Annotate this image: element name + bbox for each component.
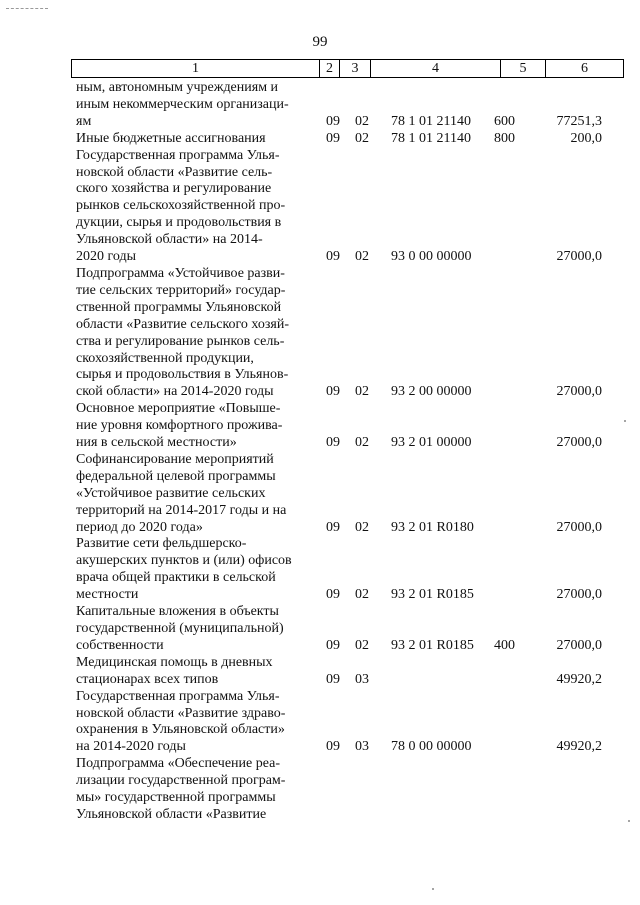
subsection-code: 03 [355, 739, 369, 755]
description-line: ства и регулирование рынков сель- [76, 333, 285, 349]
target-article-code: 93 2 01 00000 [391, 435, 472, 451]
table-row [0, 266, 640, 401]
description-line: ственной программы Ульяновской [76, 299, 282, 315]
target-article-code: 78 1 01 21140 [391, 113, 471, 129]
description-line: иным некоммерческим организаци- [76, 96, 289, 112]
description-line: Основное мероприятие «Повыше- [76, 401, 281, 417]
description-line: ской области» на 2014-2020 годы [76, 384, 274, 400]
subsection-code: 02 [355, 249, 369, 265]
header-col-3: 3 [340, 60, 371, 78]
row-description [76, 689, 316, 757]
header-col-5: 5 [501, 60, 546, 78]
table-row [0, 536, 640, 604]
row-description [76, 604, 316, 655]
amount: 77251,3 [556, 113, 602, 129]
description-line: скохозяйственной продукции, [76, 350, 254, 366]
subsection-code: 02 [355, 519, 369, 535]
subsection-code: 02 [355, 384, 369, 400]
description-line: ние уровня комфортного прожива- [76, 418, 283, 434]
amount: 27000,0 [556, 249, 602, 265]
table-row [0, 452, 640, 537]
description-line: новской области «Развитие сель- [76, 164, 273, 180]
description-line: Ульяновской области «Развитие [76, 806, 267, 822]
table-row [0, 655, 640, 689]
amount: 27000,0 [556, 637, 602, 653]
table-row [0, 80, 640, 131]
scan-artifact-dash [6, 8, 48, 9]
target-article-code: 93 2 01 R0180 [391, 519, 474, 535]
page-number: 99 [312, 34, 328, 50]
amount: 200,0 [570, 130, 602, 146]
subsection-code: 03 [355, 671, 369, 687]
description-line: территорий на 2014-2017 годы и на [76, 502, 287, 518]
row-description [76, 452, 316, 537]
subsection-code: 02 [355, 130, 369, 146]
description-line: Медицинская помощь в дневных [76, 654, 273, 670]
column-header-table [71, 59, 624, 78]
table-row [0, 604, 640, 655]
description-line: собственности [76, 637, 164, 653]
row-description [76, 131, 316, 148]
header-col-4: 4 [371, 60, 501, 78]
section-code: 09 [326, 519, 340, 535]
subsection-code: 02 [355, 637, 369, 653]
description-line: период до 2020 года» [76, 519, 203, 535]
description-line: ям [76, 113, 92, 129]
section-code: 09 [326, 671, 340, 687]
description-line: ния в сельской местности» [76, 435, 237, 451]
description-line: Государственная программа Улья- [76, 147, 280, 163]
header-row [72, 60, 624, 78]
description-line: врача общей практики в сельской [76, 570, 276, 586]
amount: 27000,0 [556, 435, 602, 451]
description-line: «Устойчивое развитие сельских [76, 485, 266, 501]
table-row [0, 148, 640, 266]
target-article-code: 93 2 01 R0185 [391, 587, 474, 603]
row-description [76, 536, 316, 604]
description-line: Капитальные вложения в объекты [76, 604, 279, 620]
description-line: дукции, сырья и продовольствия в [76, 215, 282, 231]
target-article-code: 78 1 01 21140 [391, 130, 471, 146]
row-description [76, 80, 316, 131]
table-row [0, 401, 640, 452]
amount: 49920,2 [556, 671, 602, 687]
description-line: местности [76, 587, 139, 603]
row-description [76, 401, 316, 452]
target-article-code: 93 2 01 R0185 [391, 637, 474, 653]
target-article-code: 93 0 00 00000 [391, 249, 472, 265]
amount: 27000,0 [556, 519, 602, 535]
description-line: 2020 годы [76, 249, 137, 265]
description-line: на 2014-2020 годы [76, 739, 186, 755]
description-line: стационарах всех типов [76, 671, 219, 687]
target-article-code: 93 2 00 00000 [391, 384, 472, 400]
row-description [76, 756, 316, 824]
section-code: 09 [326, 249, 340, 265]
description-line: рынков сельскохозяйственной про- [76, 198, 286, 214]
section-code: 09 [326, 739, 340, 755]
description-line: области «Развитие сельского хозяй- [76, 316, 290, 332]
description-line: ского хозяйства и регулирование [76, 181, 272, 197]
description-line: новской области «Развитие здраво- [76, 705, 286, 721]
description-line: ным, автономным учреждениям и [76, 80, 279, 95]
header-col-2: 2 [320, 60, 340, 78]
description-line: Государственная программа Улья- [76, 688, 280, 704]
description-line: Развитие сети фельдшерско- [76, 536, 247, 552]
row-description [76, 148, 316, 266]
description-line: Подпрограмма «Обеспечение реа- [76, 756, 281, 772]
header-col-6: 6 [546, 60, 624, 78]
table-row [0, 689, 640, 757]
table-row [0, 756, 640, 824]
subsection-code: 02 [355, 113, 369, 129]
description-line: Подпрограмма «Устойчивое разви- [76, 265, 285, 281]
row-description [76, 266, 316, 401]
expense-type-code: 800 [494, 130, 515, 146]
description-line: федеральной целевой программы [76, 468, 276, 484]
section-code: 09 [326, 130, 340, 146]
amount: 27000,0 [556, 587, 602, 603]
scan-speck [432, 888, 434, 890]
description-line: сырья и продовольствия в Ульянов- [76, 367, 289, 383]
expense-type-code: 400 [494, 637, 515, 653]
amount: 49920,2 [556, 739, 602, 755]
description-line: акушерских пунктов и (или) офисов [76, 553, 292, 569]
section-code: 09 [326, 113, 340, 129]
header-col-1: 1 [72, 60, 320, 78]
description-line: Софинансирование мероприятий [76, 451, 274, 467]
section-code: 09 [326, 384, 340, 400]
amount: 27000,0 [556, 384, 602, 400]
description-line: Иные бюджетные ассигнования [76, 130, 266, 146]
description-line: Ульяновской области» на 2014- [76, 232, 263, 248]
subsection-code: 02 [355, 587, 369, 603]
table-row [0, 131, 640, 148]
section-code: 09 [326, 637, 340, 653]
section-code: 09 [326, 587, 340, 603]
target-article-code: 78 0 00 00000 [391, 739, 472, 755]
description-line: охранения в Ульяновской области» [76, 722, 285, 738]
budget-rows [0, 80, 640, 824]
description-line: лизации государственной програм- [76, 773, 286, 789]
subsection-code: 02 [355, 435, 369, 451]
section-code: 09 [326, 435, 340, 451]
expense-type-code: 600 [494, 113, 515, 129]
description-line: государственной (муниципальной) [76, 621, 284, 636]
description-line: мы» государственной программы [76, 790, 276, 806]
description-line: тие сельских территорий» государ- [76, 282, 286, 298]
row-description [76, 655, 316, 689]
